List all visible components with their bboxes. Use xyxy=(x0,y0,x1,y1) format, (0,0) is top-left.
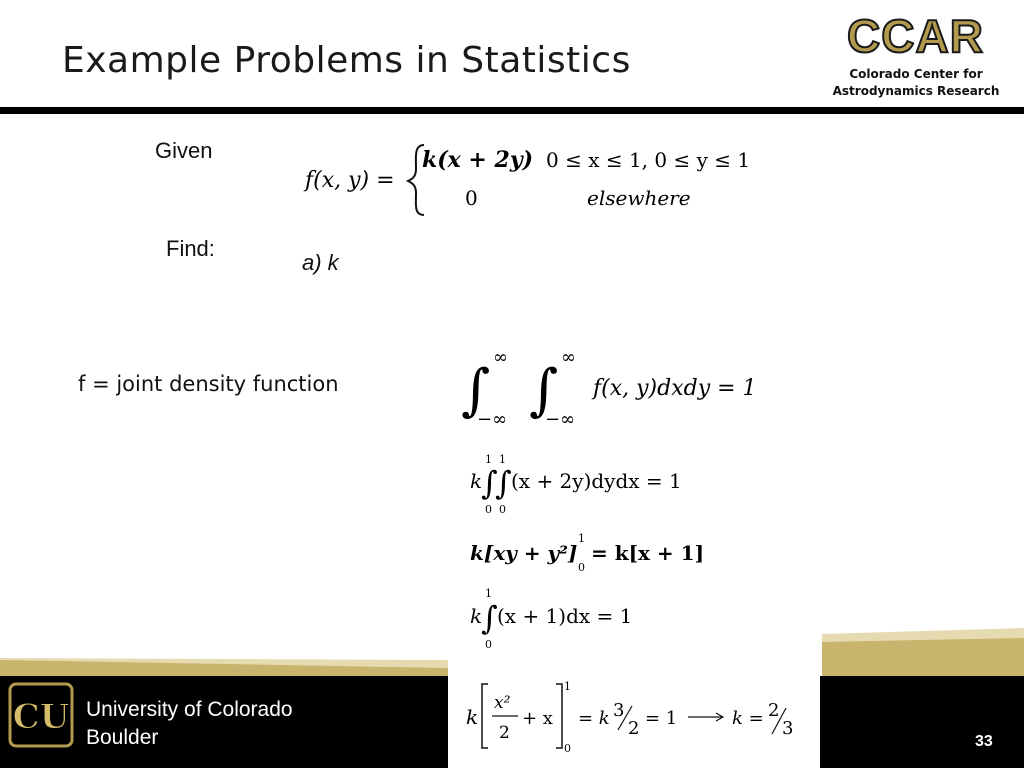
ccar-subtitle-line1: Colorado Center for xyxy=(849,67,983,81)
f-lhs: f(x, y) = xyxy=(305,168,395,193)
step1-integrand: (x + 2y)dydx = 1 xyxy=(511,469,682,493)
footer-gold-stripe-right xyxy=(822,638,1024,678)
bracket-upper-limit: 1 xyxy=(578,532,585,545)
university-name xyxy=(86,696,293,752)
normalization-equation xyxy=(455,345,805,435)
step4-coefficient: k xyxy=(466,705,479,729)
find-item-a: a) k xyxy=(302,250,339,275)
step2-rhs: = k[x + 1] xyxy=(591,541,705,565)
university-name-line2: Boulder xyxy=(86,726,159,749)
cu-monogram-logo xyxy=(8,682,74,748)
normalization-integrand: f(x, y)dxdy = 1 xyxy=(593,376,757,401)
piecewise-definition xyxy=(300,135,760,220)
ccar-logo: CCAR xyxy=(847,10,984,62)
ccar-logo-subtitle xyxy=(818,66,1014,100)
derivation-step-2 xyxy=(465,528,705,578)
frac-three-halves-den: 2 xyxy=(628,718,640,739)
slide-number: 33 xyxy=(975,733,993,750)
case1-expression: k(x + 2y) xyxy=(422,147,534,173)
integral-upper-limit: 1 xyxy=(485,453,492,466)
joint-density-description: f = joint density function xyxy=(78,372,339,396)
fraction-numerator: x² xyxy=(494,693,511,713)
integral-upper-limit: ∞ xyxy=(493,347,508,368)
frac-three-halves-num: 3 xyxy=(613,700,625,721)
case1-condition: 0 ≤ x ≤ 1, 0 ≤ y ≤ 1 xyxy=(546,148,751,172)
bracket-lower-limit: 0 xyxy=(564,742,571,755)
result-numerator: 2 xyxy=(768,700,780,721)
step2-lhs: k[xy + y²] xyxy=(470,541,578,565)
step1-coefficient: k xyxy=(470,469,483,493)
header-divider xyxy=(0,107,1024,114)
bracket-upper-limit: 1 xyxy=(564,680,571,693)
slide-title: Example Problems in Statistics xyxy=(62,40,631,81)
derivation-step-4-overlay xyxy=(464,672,819,760)
integral-sign: ∫ xyxy=(481,464,498,502)
integral-lower-limit: 0 xyxy=(485,638,492,651)
right-bracket xyxy=(556,684,562,748)
find-label: Find: xyxy=(166,236,215,261)
cu-logo-letters: CU xyxy=(12,697,70,737)
case2-condition: elsewhere xyxy=(587,186,691,210)
integral-sign: ∫ xyxy=(529,358,559,423)
given-label: Given xyxy=(155,138,213,163)
integral-sign: ∫ xyxy=(481,599,498,637)
integral-upper-limit: ∞ xyxy=(561,347,576,368)
integral-lower-limit: −∞ xyxy=(545,409,576,430)
derivation-step-1 xyxy=(465,450,695,518)
result-denominator: 3 xyxy=(782,718,794,739)
step3-integrand: (x + 1)dx = 1 xyxy=(497,604,633,628)
step4-equals-one: = 1 xyxy=(645,708,678,729)
integral-upper-limit: 1 xyxy=(485,587,492,600)
step4-middle: = k xyxy=(578,708,610,729)
step3-coefficient: k xyxy=(470,604,483,628)
result-lhs: k = xyxy=(732,708,764,729)
integral-upper-limit: 1 xyxy=(499,453,506,466)
integral-sign: ∫ xyxy=(461,358,491,423)
left-bracket xyxy=(482,684,488,748)
fraction-denominator: 2 xyxy=(499,723,510,743)
ccar-subtitle-line2: Astrodynamics Research xyxy=(832,84,1000,98)
bracket-lower-limit: 0 xyxy=(578,561,585,574)
university-name-line1: University of Colorado xyxy=(86,698,293,721)
integral-lower-limit: 0 xyxy=(485,503,492,516)
integral-lower-limit: 0 xyxy=(499,503,506,516)
integral-lower-limit: −∞ xyxy=(477,409,508,430)
case2-expression: 0 xyxy=(465,186,478,210)
integral-sign: ∫ xyxy=(495,464,512,502)
step4-plus-term: + x xyxy=(522,708,553,729)
